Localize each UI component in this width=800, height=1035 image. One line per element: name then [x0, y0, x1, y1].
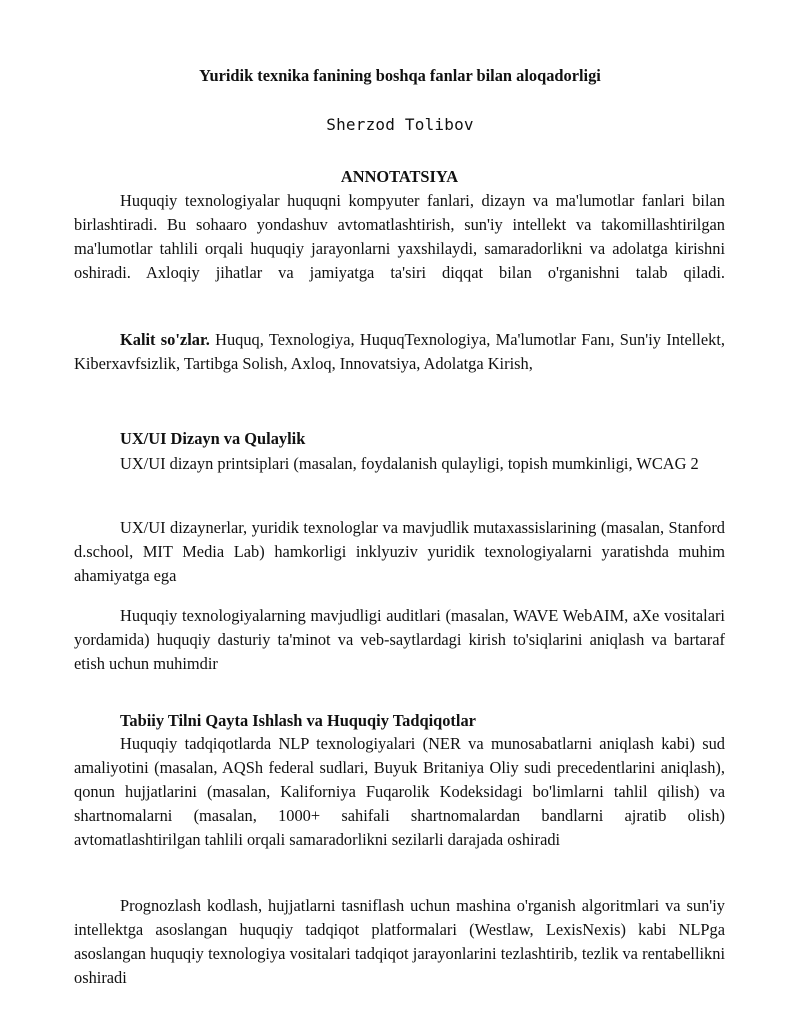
- author-name: Sherzod Tolibov: [326, 115, 474, 134]
- paper-title: Yuridik texnika fanining boshqa fanlar bilan aloqadorligi: [199, 66, 601, 85]
- abstract-text: Huquqiy texnologiyalar huquqni kompyuter fanlari, dizayn va ma'lumotlar fanlari bilan birlashtiradi. Bu sohaaro yondashuv avtomatlashtirish, sun'iy intellekt va takomillashtirilgan ma'lumotlar tahlili orqali huquqiy jarayonlarni yaxshilaydi, samaradorlikni va adolatga kirishni oshiradi. Axloqiy jihatlar va jamiyatga ta'siri diqqat bilan o'rganishni talab qiladi.: [74, 191, 725, 282]
- keywords-label: Kalit so'zlar.: [120, 330, 210, 349]
- keywords-text: Huquq, Texnologiya, HuquqTexnologiya, Ma'lumotlar Fanı, Sun'iy Intellekt, Kiberxavfsizlik, Tartibga Solish, Axloq, Innovatsiya, Adolatga Kirish,: [74, 330, 725, 373]
- abstract-heading: ANNOTATSIYA: [340, 167, 459, 186]
- section-paragraph: Huquqiy tadqiqotlarda NLP texnologiyalari (NER va munosabatlarni aniqlash kabi) sud amaliyotini (masalan, AQSh federal sudlari, Buyuk Britaniya Oliy sudi precedentlarini aniqlash), qonun hujjatlarini (masalan, Kaliforniya Fuqarolik Kodeksidagi bo'limlarni tahlil qilish) va shartnomalarni (masalan, 1000+ sahifali shartnomalardan bandlarni ajratib olish) avtomatlashtirilgan tahlili orqali samaradorlikni sezilarli darajada oshiradi: [74, 734, 725, 849]
- section-heading-nlp: Tabiiy Tilni Qayta Ishlash va Huquqiy Tadqiqotlar: [120, 711, 476, 730]
- section-paragraph: UX/UI dizayn printsiplari (masalan, foydalanish qulayligi, topish mumkinligi, WCAG 2: [120, 454, 699, 473]
- section-paragraph: Prognozlash kodlash, hujjatlarni tasniflash uchun mashina o'rganish algoritmlari va sun'iy intellektga asoslangan huquqiy tadqiqot platformalari (Westlaw, LexisNexis) kabi NLPga asoslangan huquqiy texnologiya vositalari tadqiqot jarayonlarini tezlashtirib, tezlik va rentabellikni oshiradi: [74, 896, 725, 987]
- keywords-paragraph: [74, 328, 725, 376]
- section-paragraph: UX/UI dizaynerlar, yuridik texnologlar va mavjudlik mutaxassislarining (masalan, Stanford d.school, MIT Media Lab) hamkorligi inklyuziv yuridik texnologiyalarni yaratishda muhim ahamiyatga ega: [74, 518, 725, 585]
- section-paragraph: Huquqiy texnologiyalarning mavjudligi auditlari (masalan, WAVE WebAIM, aXe vositalari yordamida) huquqiy dasturiy ta'minot va veb-saytlardagi kirish to'siqlarini aniqlash va bartaraf etish uchun muhimdir: [74, 606, 725, 673]
- section-heading-ux-ui: UX/UI Dizayn va Qulaylik: [120, 429, 306, 448]
